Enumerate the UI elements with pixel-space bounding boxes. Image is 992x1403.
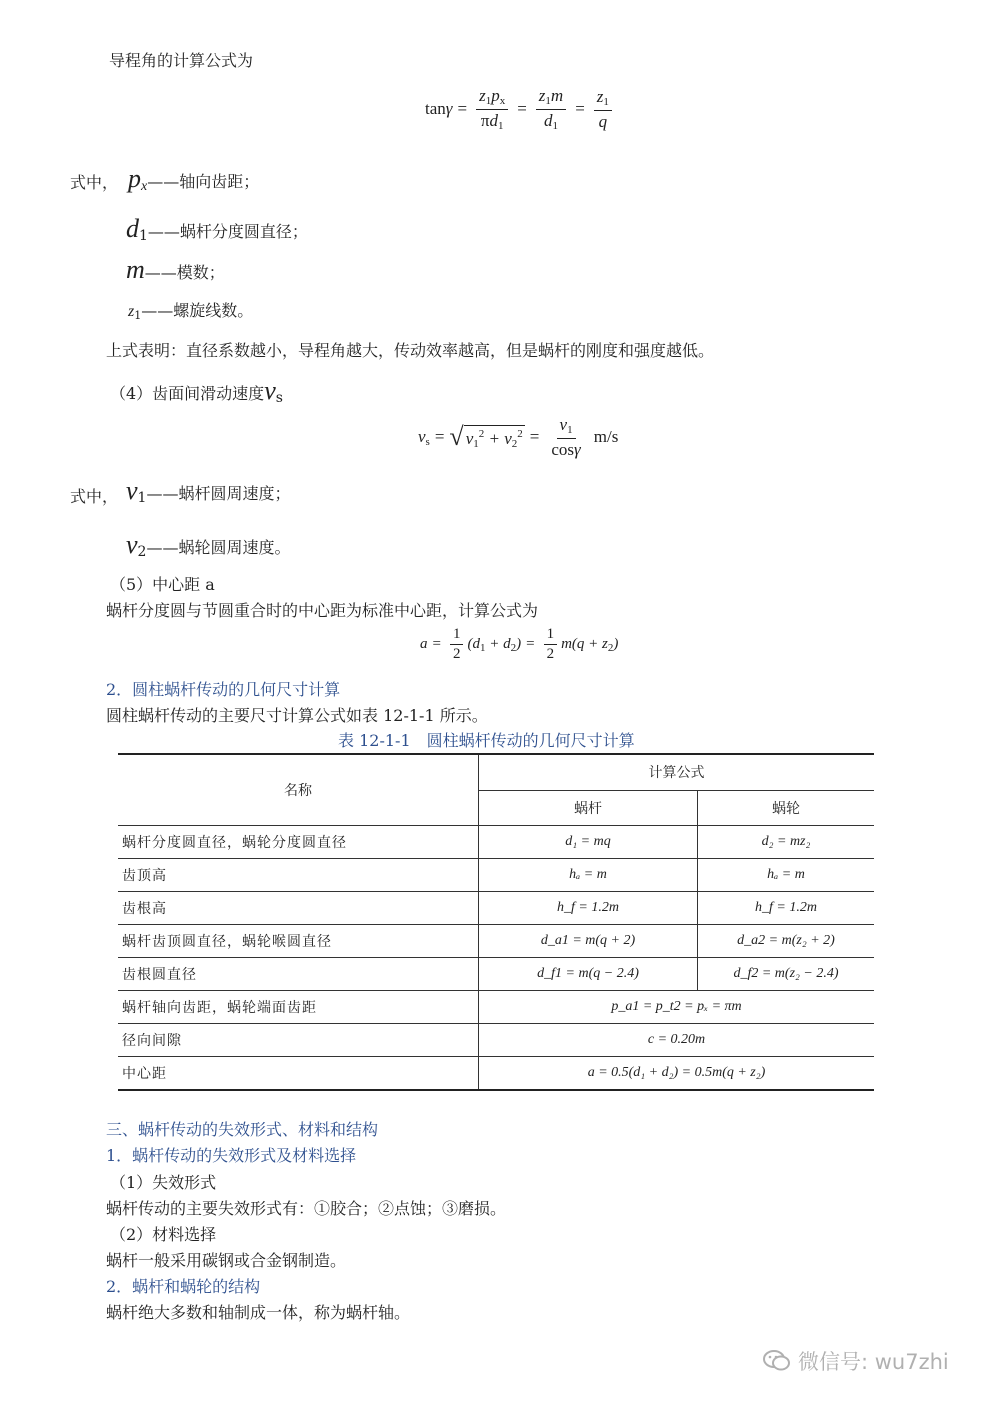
- col-wheel-header: 蜗轮: [698, 790, 875, 826]
- row-name: 径向间隙: [118, 1024, 479, 1057]
- row-wheel: d_a2 = m(z₂ + 2): [698, 925, 875, 958]
- table-row: [118, 1057, 874, 1091]
- table-row: [118, 1024, 874, 1057]
- formula-sliding-velocity: $v_s$ = √ $v_1^2 + v_2^2$ = $\frac{v_1}{\cos\gamma}$ m/s: [418, 415, 619, 459]
- row-worm: d_f1 = m(q − 2.4): [479, 958, 698, 991]
- watermark-text: 微信号: wu7zhi: [798, 1350, 949, 1374]
- table-row: [118, 826, 874, 859]
- symbol: v: [126, 530, 138, 559]
- subscript: 1: [139, 228, 148, 244]
- section4-heading: [110, 376, 283, 406]
- description: ——蜗轮圆周速度。: [146, 538, 291, 557]
- row-name: 蜗杆齿顶圆直径，蜗轮喉圆直径: [118, 925, 479, 958]
- symbol: z: [128, 303, 135, 320]
- symbol: m: [126, 255, 145, 284]
- symbol: p: [128, 164, 141, 193]
- row-worm: d₁ = mq: [479, 826, 698, 859]
- intro-text: 导程角的计算公式为: [109, 51, 254, 70]
- symbol: v: [126, 476, 138, 505]
- row-wheel: hₐ = m: [698, 859, 875, 892]
- subscript: 2: [137, 544, 147, 560]
- row-worm: d_a1 = m(q + 2): [479, 925, 698, 958]
- def-v1: [126, 476, 290, 506]
- unit: m/s: [593, 427, 619, 447]
- description: ——螺旋线数。: [141, 301, 254, 320]
- row-merged: p_a1 = p_t2 = pₓ = πm: [479, 991, 875, 1024]
- sub-heading-1-text: 蜗杆传动的主要失效形式有：①胶合；②点蚀；③磨损。: [106, 1199, 507, 1218]
- geometry-table: [118, 753, 874, 1091]
- def-m: [126, 255, 225, 285]
- wechat-watermark: [762, 1346, 949, 1376]
- section5-text: 蜗杆分度圆与节圆重合时的中心距为标准中心距，计算公式为: [106, 601, 539, 620]
- row-wheel: d₂ = mz₂: [698, 826, 875, 859]
- row-worm: hₐ = m: [479, 859, 698, 892]
- table-row: [118, 991, 874, 1024]
- row-merged: a = 0.5(d₁ + d₂) = 0.5m(q + z₂): [479, 1057, 875, 1091]
- formula-lead-angle: tan γ = $\frac{z_1p_x}{\pi d_1}$ = $\frac{z_1m}{d_1}$ = $\frac{z_1}{q}$: [425, 86, 616, 132]
- row-wheel: h_f = 1.2m: [698, 892, 875, 925]
- sub-heading-2: （2）材料选择: [110, 1225, 217, 1244]
- symbol: d: [126, 214, 139, 243]
- sub-heading-2-text: 蜗杆一般采用碳钢或合金钢制造。: [106, 1251, 347, 1270]
- description: ——蜗杆分度圆直径；: [147, 222, 308, 241]
- def-px: [128, 164, 259, 195]
- table-caption: 表 12-1-1 圆柱蜗杆传动的几何尺寸计算: [338, 731, 635, 750]
- heading-3: 三、蜗杆传动的失效形式、材料和结构: [106, 1120, 379, 1139]
- col-worm-header: 蜗杆: [479, 790, 698, 826]
- table-row: [118, 958, 874, 991]
- heading-3-2-text: 蜗杆绝大多数和轴制成一体，称为蜗杆轴。: [106, 1303, 411, 1322]
- description: ——模数；: [144, 263, 225, 282]
- formula-center-distance: a = $\frac{1}{2}$ $(d_1 + d_2)$ = $\frac{1}{2}$ $m(q + z_2)$: [420, 626, 619, 663]
- subscript: s: [275, 390, 283, 406]
- subscript: x: [141, 179, 148, 194]
- row-name: 齿根高: [118, 892, 479, 925]
- subscript: 1: [137, 490, 147, 506]
- section5-heading: （5）中心距 a: [110, 575, 215, 594]
- table-row: [118, 925, 874, 958]
- tan-label: tan: [425, 99, 446, 119]
- def-z1: [128, 298, 253, 322]
- section4-label: （4）齿面间滑动速度: [110, 384, 265, 403]
- subscript: 1: [134, 309, 142, 322]
- row-name: 蜗杆轴向齿距，蜗轮端面齿距: [118, 991, 479, 1024]
- row-merged: c = 0.20m: [479, 1024, 875, 1057]
- table-row: [118, 859, 874, 892]
- row-worm: h_f = 1.2m: [479, 892, 698, 925]
- heading-3-1: 1．蜗杆传动的失效形式及材料选择: [106, 1146, 357, 1165]
- table-row: [118, 892, 874, 925]
- col-formula-header: 计算公式: [479, 754, 875, 790]
- wechat-icon: [762, 1348, 792, 1374]
- where-prefix-2: 式中，: [70, 487, 119, 506]
- sub-heading-1: （1）失效形式: [110, 1173, 217, 1192]
- def-v2: [126, 530, 290, 560]
- col-name-header: 名称: [118, 754, 479, 826]
- def-d1: [126, 214, 308, 244]
- row-name: 齿根圆直径: [118, 958, 479, 991]
- symbol: v: [264, 376, 276, 405]
- conclusion-text: 上式表明：直径系数越小，导程角越大，传动效率越高，但是蜗杆的刚度和强度越低。: [106, 341, 715, 360]
- gamma-symbol: γ: [445, 99, 453, 119]
- row-name: 蜗杆分度圆直径，蜗轮分度圆直径: [118, 826, 479, 859]
- where-prefix-1: 式中，: [70, 173, 119, 192]
- row-name: 中心距: [118, 1057, 479, 1091]
- row-wheel: d_f2 = m(z₂ − 2.4): [698, 958, 875, 991]
- heading-2: 2．圆柱蜗杆传动的几何尺寸计算: [106, 680, 341, 699]
- description: ——蜗杆圆周速度；: [146, 484, 291, 503]
- heading-2-text: 圆柱蜗杆传动的主要尺寸计算公式如表 12-1-1 所示。: [106, 706, 488, 725]
- description: ——轴向齿距；: [147, 172, 260, 191]
- heading-3-2: 2．蜗杆和蜗轮的结构: [106, 1277, 261, 1296]
- row-name: 齿顶高: [118, 859, 479, 892]
